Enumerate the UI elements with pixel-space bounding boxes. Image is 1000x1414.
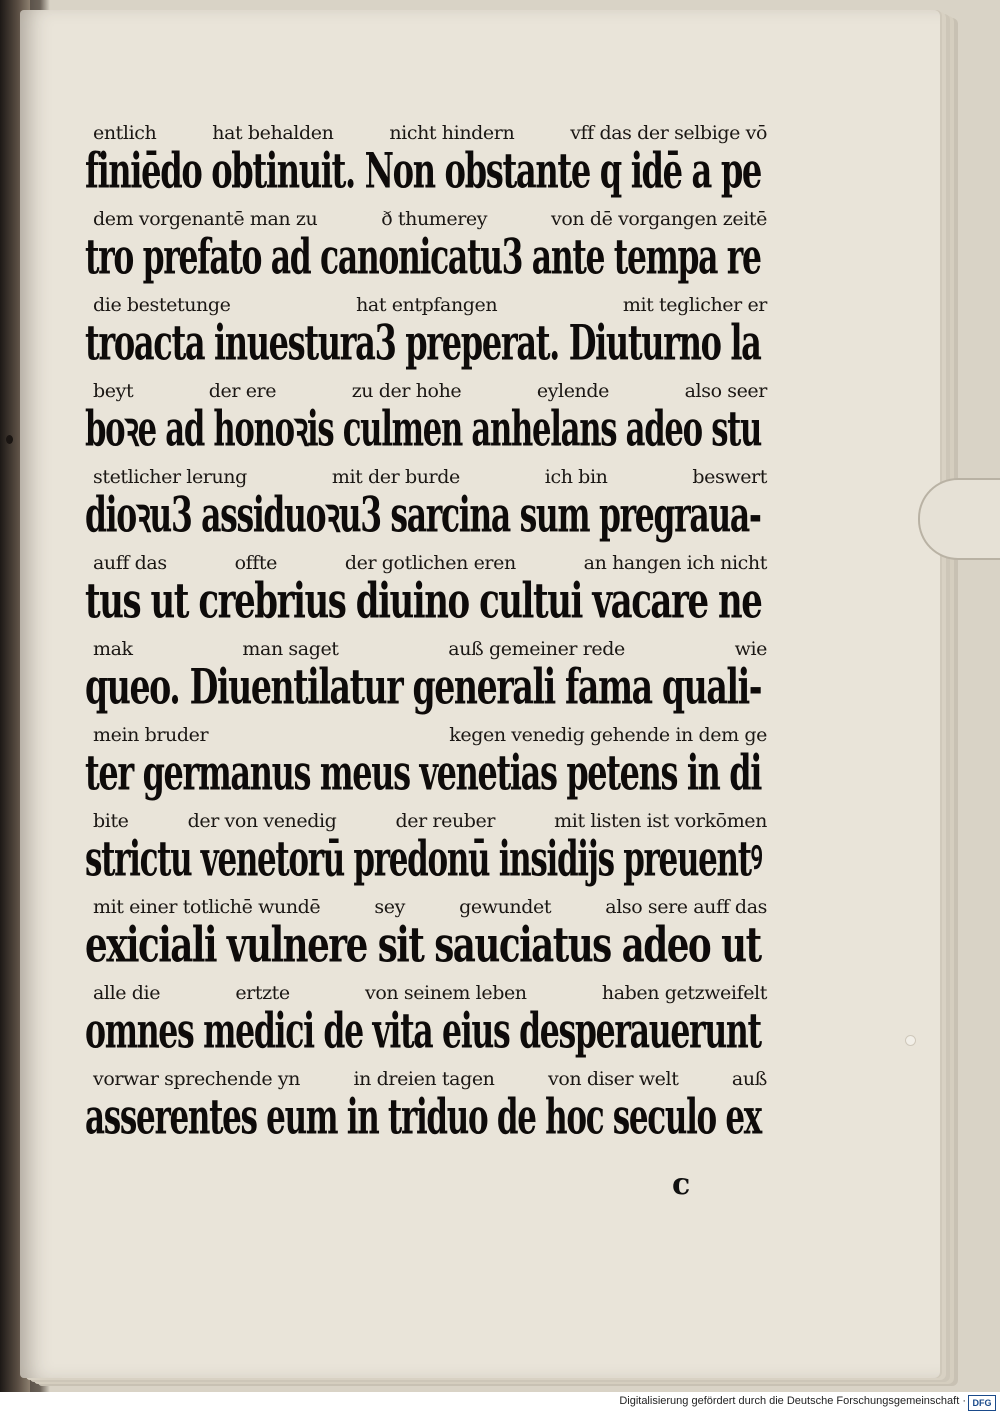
gloss-word: also seer [684, 380, 767, 402]
page-tab [918, 478, 1000, 560]
gloss-word: ð thumerey [381, 208, 488, 230]
gloss-word: auß gemeiner rede [448, 638, 625, 660]
gloss-word: alle die [93, 982, 161, 1004]
latin-line: ter germanus meus venetias petens in di [85, 743, 762, 802]
latin-line: dioꝛu3 assiduoꝛu3 sarcina sum pregraua- [85, 485, 761, 544]
gloss-word: der reuber [395, 810, 496, 832]
gloss-word: bite [93, 810, 129, 832]
gloss-word: ertzte [235, 982, 290, 1004]
gloss-word: entlich [93, 122, 157, 144]
edge-mark [6, 435, 13, 444]
gloss-word: mit teglicher er [622, 294, 767, 316]
latin-line: tro prefato ad canonicatu3 ante tempa re [85, 227, 761, 286]
gloss-word: eylende [536, 380, 610, 402]
gloss-word: wie [734, 638, 767, 660]
gloss-word: ich bin [544, 466, 608, 488]
gloss-word: mit listen ist vorkōmen [554, 810, 767, 832]
gloss-word: vff das der selbige vō [570, 122, 767, 144]
gloss-word: haben getzweifelt [601, 982, 767, 1004]
gloss-word: also sere auff das [605, 896, 767, 918]
gloss-word: kegen venedig gehende in dem ge [449, 724, 767, 746]
latin-line: finiēdo obtinuit. Non obstante q idē a pe [85, 141, 761, 200]
latin-line: strictu venetorū predonū insidijs preuentꝰ [85, 829, 762, 888]
gloss-word: von seinem leben [365, 982, 527, 1004]
signature-mark: c [672, 1167, 691, 1202]
gloss-word: dem vorgenantē man zu [93, 208, 318, 230]
gloss-word: der gotlichen eren [344, 552, 516, 574]
gloss-word: sey [374, 896, 405, 918]
latin-line: omnes medici de vita eius desperauerunt [85, 1001, 761, 1060]
gloss-word: stetlicher lerung [93, 466, 247, 488]
gloss-word: von dē vorgangen zeitē [551, 208, 767, 230]
gloss-word: von diser welt [548, 1068, 679, 1090]
gloss-word: vorwar sprechende yn [93, 1068, 300, 1090]
gloss-word: beswert [692, 466, 767, 488]
gloss-word: zu der hohe [351, 380, 462, 402]
gloss-word: auff das [93, 552, 167, 574]
latin-line: queo. Diuentilatur generali fama quali- [85, 657, 762, 716]
gloss-word: in dreien tagen [353, 1068, 495, 1090]
footer-bar [0, 1392, 1000, 1414]
gloss-word: die bestetunge [93, 294, 231, 316]
gloss-word: beyt [93, 380, 134, 402]
gloss-word: mein bruder [93, 724, 209, 746]
gloss-word: auß [731, 1068, 767, 1090]
gloss-word: gewundet [459, 896, 552, 918]
latin-line: tus ut crebrius diuino cultui vacare ne [85, 571, 762, 630]
gloss-word: mak [93, 638, 133, 660]
latin-line: asserentes eum in triduo de hoc seculo ex [85, 1087, 761, 1146]
gloss-word: der von venedig [187, 810, 337, 832]
footer-credit: Digitalisierung gefördert durch die Deutsche Forschungsgemeinschaft · [619, 1395, 966, 1407]
gloss-word: offte [234, 552, 277, 574]
gloss-word: mit einer totlichē wundē [93, 896, 321, 918]
gloss-word: hat entpfangen [356, 294, 498, 316]
gloss-word: mit der burde [331, 466, 460, 488]
dfg-logo: DFG [968, 1395, 996, 1411]
gloss-word: nicht hindern [389, 122, 515, 144]
latin-line: troacta inuestura3 preperat. Diuturno la [85, 313, 761, 372]
latin-line: boꝛe ad honoꝛis culmen anhelans adeo stu [85, 399, 762, 458]
gloss-word: der ere [208, 380, 277, 402]
latin-line: exiciali vulnere sit sauciatus adeo ut [85, 915, 761, 974]
page-text [85, 112, 775, 1144]
paper-speck [905, 1035, 916, 1046]
gloss-word: an hangen ich nicht [583, 552, 767, 574]
gloss-word: hat behalden [212, 122, 334, 144]
gloss-word: man saget [242, 638, 339, 660]
